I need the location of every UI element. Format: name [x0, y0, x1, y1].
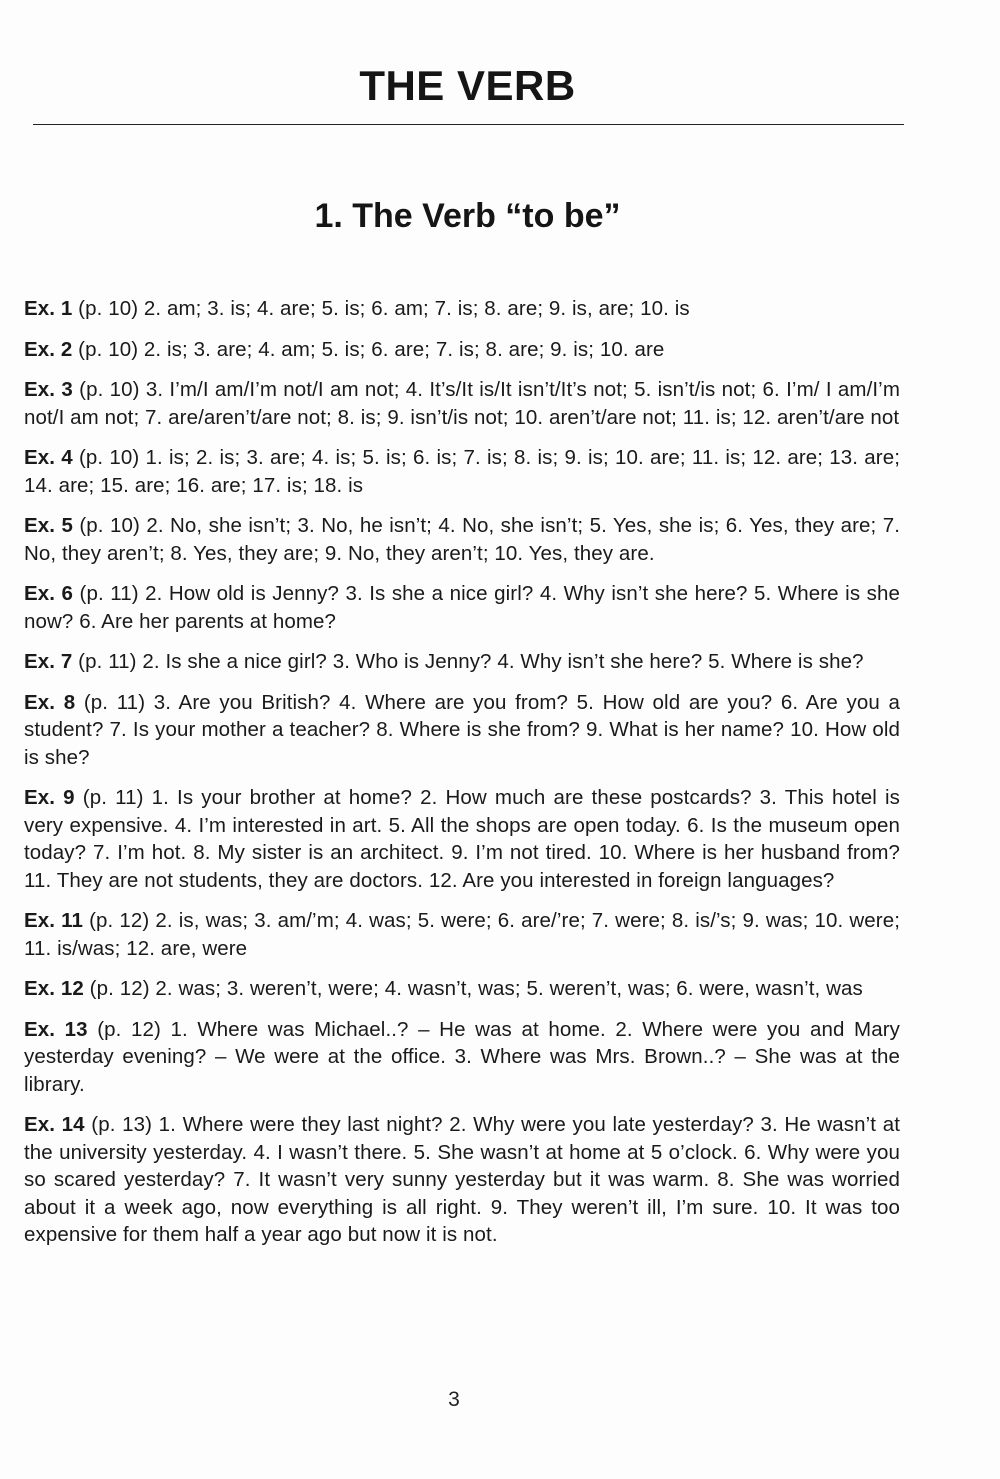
exercise-label: Ex. 7: [24, 650, 73, 673]
exercise-answers: (p. 13) 1. Where were they last night? 2. Why were you late yesterday? 3. He wasn’t at the university yesterday. 4. I wasn’t there. 5. She wasn’t at home at 5 o’clock. 6. Why were you so scared yesterday? 7. It wasn’t very sunny yesterday but it was warm. 8. She was worried about it a week ago, now everything is all right. 9. They weren’t ill, I’m sure. 10. It was too expensive for them half a year ago but now it is not.: [24, 1113, 900, 1246]
exercise-answers: (p. 10) 2. No, she isn’t; 3. No, he isn’t; 4. No, she isn’t; 5. Yes, she is; 6. Yes, they are; 7. No, they aren’t; 8. Yes, they are; 9. No, they aren’t; 10. Yes, they are.: [24, 514, 901, 565]
exercise-item: [24, 580, 900, 635]
exercise-answers: (p. 10) 2. am; 3. is; 4. are; 5. is; 6. am; 7. is; 8. are; 9. is, are; 10. is: [72, 297, 690, 320]
exercise-label: Ex. 5: [24, 514, 73, 537]
exercise-item: [24, 512, 900, 567]
exercise-list: [24, 295, 900, 1262]
exercise-label: Ex. 3: [24, 378, 73, 401]
exercise-label: Ex. 4: [24, 446, 73, 469]
exercise-label: Ex. 8: [24, 690, 76, 714]
exercise-label: Ex. 9: [24, 786, 75, 809]
exercise-item: [24, 784, 900, 894]
exercise-answers: (p. 10) 1. is; 2. is; 3. are; 4. is; 5. is; 6. is; 7. is; 8. is; 9. is; 10. are; 11. is; 12. are; 13. are; 14. are; 15. are; 16. are; 17. is; 18. is: [24, 446, 900, 497]
exercise-label: Ex. 1: [24, 297, 73, 320]
exercise-item: [24, 336, 900, 364]
title-divider: [33, 124, 904, 125]
page-number: 3: [448, 1388, 460, 1411]
exercise-label: Ex. 13: [24, 1017, 88, 1041]
exercise-label: Ex. 14: [24, 1113, 85, 1136]
exercise-item: [24, 907, 900, 962]
exercise-label: Ex. 11: [24, 909, 84, 932]
exercise-label: Ex. 2: [24, 337, 73, 361]
exercise-answers: (p. 12) 2. is, was; 3. am/’m; 4. was; 5. were; 6. are/’re; 7. were; 8. is/’s; 9. was; 10. were; 11. is/was; 12. are, were: [24, 909, 900, 960]
exercise-item: [24, 1016, 900, 1099]
exercise-item: [24, 689, 900, 772]
exercise-answers: (p. 12) 1. Where was Michael..? – He was at home. 2. Where were you and Mary yesterday evening? – We were at the office. 3. Where was Mrs. Brown..? – She was at the library.: [24, 1017, 900, 1096]
exercise-item: [24, 648, 900, 676]
exercise-label: Ex. 12: [24, 977, 84, 1000]
exercise-answers: (p. 10) 2. is; 3. are; 4. am; 5. is; 6. are; 7. is; 8. are; 9. is; 10. are: [72, 337, 665, 361]
exercise-item: [24, 376, 900, 431]
exercise-answers: (p. 11) 2. How old is Jenny? 3. Is she a nice girl? 4. Why isn’t she here? 5. Where is she now? 6. Are her parents at home?: [24, 582, 900, 633]
exercise-item: [24, 1111, 900, 1249]
exercise-item: [24, 444, 900, 499]
exercise-answers: (p. 11) 2. Is she a nice girl? 3. Who is Jenny? 4. Why isn’t she here? 5. Where is she?: [72, 650, 864, 673]
exercise-item: [24, 295, 900, 323]
section-title: 1. The Verb “to be”: [314, 197, 621, 235]
exercise-answers: (p. 11) 3. Are you British? 4. Where are you from? 5. How old are you? 6. Are you a student? 7. Is your mother a teacher? 8. Where is she from? 9. What is her name? 10. How old is she?: [24, 690, 901, 769]
exercise-item: [24, 975, 900, 1003]
exercise-answers: (p. 12) 2. was; 3. weren’t, were; 4. wasn’t, was; 5. weren’t, was; 6. were, wasn’t, was: [83, 977, 863, 1000]
chapter-title: THE VERB: [359, 62, 576, 109]
exercise-answers: (p. 11) 1. Is your brother at home? 2. How much are these postcards? 3. This hotel is very expensive. 4. I’m interested in art. 5. All the shops are open today. 6. Is the museum open today? 7. I’m hot. 8. My sister is an architect. 9. I’m not tired. 10. Where is her husband from? 11. They are not students, they are doctors. 12. Are you interested in foreign languages?: [24, 786, 900, 892]
exercise-answers: (p. 10) 3. I’m/I am/I’m not/I am not; 4. It’s/It is/It isn’t/It’s not; 5. isn’t/is not; 6. I’m/ I am/I’m not/I am not; 7. are/aren’t/are not; 8. is; 9. isn’t/is not; 10. aren’t/are not; 11. is; 12. aren’t/are not: [24, 378, 900, 429]
exercise-label: Ex. 6: [24, 582, 74, 605]
